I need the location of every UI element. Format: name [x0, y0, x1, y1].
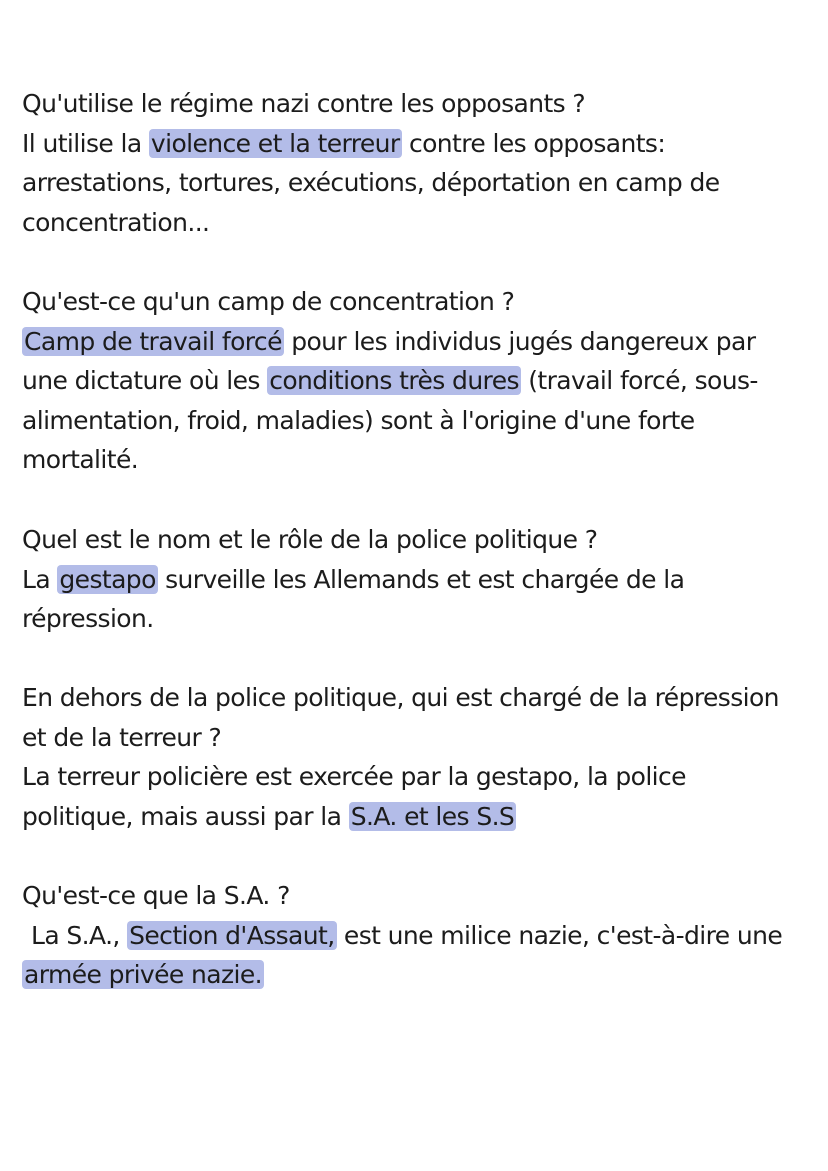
- answer-text: pour les individus jugés dangereux par: [283, 326, 756, 356]
- answer-text: politique, mais aussi par la: [22, 801, 349, 831]
- question: Quel est le nom et le rôle de la police politique ?: [22, 525, 598, 554]
- answer-line: [22, 124, 812, 164]
- answer-text: contre les opposants:: [401, 128, 666, 158]
- answer-line: arrestations, tortures, exécutions, déportation en camp de: [22, 168, 720, 197]
- question: et de la terreur ?: [22, 722, 222, 752]
- answer-line: répression.: [22, 604, 154, 633]
- question: Qu'est-ce que la S.A. ?: [22, 881, 290, 910]
- highlighted-text: Section d'Assaut,: [129, 920, 335, 950]
- highlighted-text: Camp de travail forcé: [24, 326, 282, 356]
- qa-block-sa: [22, 876, 812, 995]
- answer-text: La: [22, 564, 58, 594]
- qa-block-police: [22, 520, 812, 639]
- answer-line: La terreur policière est exercée par la gestapo, la police: [22, 762, 686, 791]
- answer-line: [22, 322, 812, 362]
- answer-line: concentration...: [22, 207, 210, 237]
- qa-block-camp: [22, 282, 812, 480]
- answer-text: La S.A.,: [31, 920, 128, 950]
- answer-text: surveille les Allemands et est chargée de la: [157, 564, 685, 594]
- question: Qu'est-ce qu'un camp de concentration ?: [22, 287, 515, 316]
- answer-line: [22, 797, 812, 837]
- answer-line: [22, 361, 812, 401]
- highlighted-text: conditions très dures: [269, 366, 519, 395]
- qa-block-repression: [22, 678, 812, 836]
- answer-line: mortalité.: [22, 445, 139, 474]
- highlighted-text: S.A. et les S.S: [350, 801, 515, 831]
- answer-text: Il utilise la: [22, 128, 149, 158]
- highlighted-text: armée privée nazie.: [24, 960, 262, 989]
- answer-text: (travail forcé, sous-: [520, 366, 758, 395]
- answer-text: est une milice nazie, c'est-à-dire une: [336, 920, 783, 950]
- question: En dehors de la police politique, qui est chargé de la répression: [22, 683, 779, 712]
- highlighted-text: violence et la terreur: [150, 128, 400, 158]
- answer-line: [22, 955, 812, 995]
- answer-line: [22, 916, 812, 956]
- highlighted-text: gestapo: [59, 564, 156, 594]
- question: Qu'utilise le régime nazi contre les opposants ?: [22, 89, 586, 118]
- answer-line: [22, 560, 812, 600]
- qa-block-opposants: [22, 84, 812, 242]
- answer-text: une dictature où les: [22, 366, 268, 395]
- answer-line: alimentation, froid, maladies) sont à l'origine d'une forte: [22, 405, 695, 435]
